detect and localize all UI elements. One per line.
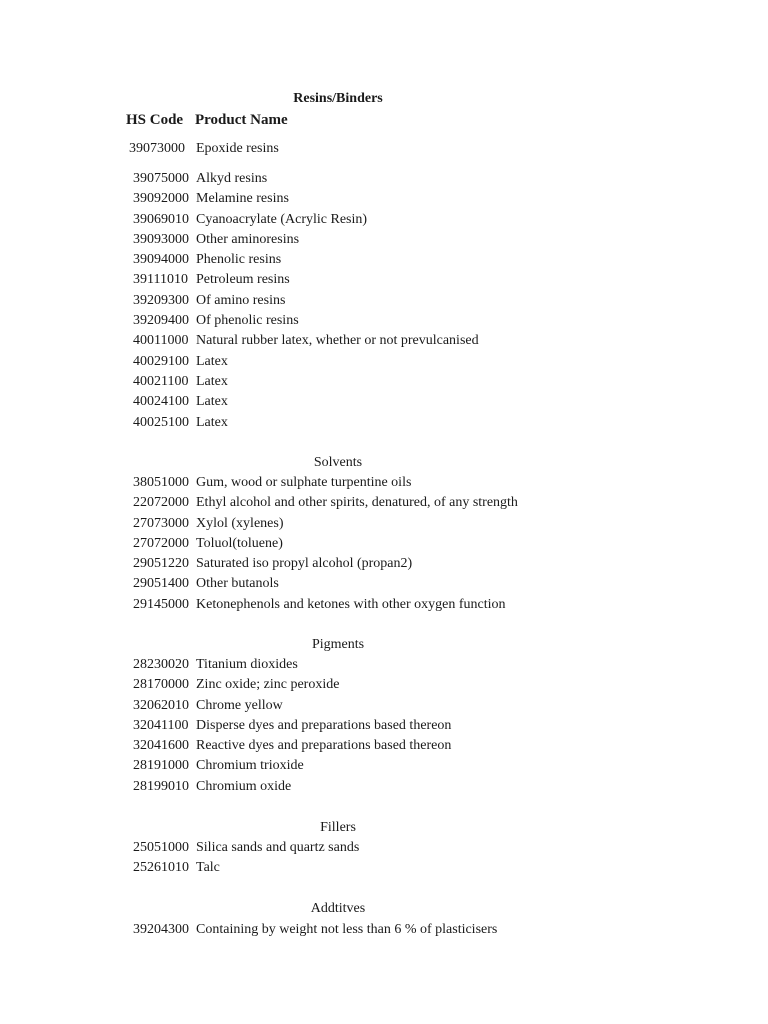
- hs-code: 32041600: [133, 738, 189, 754]
- product-name: Ketonephenols and ketones with other oxygen function: [196, 596, 506, 612]
- product-name: Latex: [196, 373, 228, 389]
- table-row: [133, 250, 693, 270]
- header-hs-code: HS Code: [126, 112, 184, 128]
- hs-code: 28230020: [133, 657, 189, 672]
- hs-code: 25261010: [133, 860, 189, 876]
- section-title-additives: Addtitves: [310, 901, 366, 916]
- hs-code: 29145000: [133, 596, 189, 612]
- hs-code: 25051000: [133, 840, 189, 855]
- table-row: [133, 392, 693, 412]
- table-row: [133, 595, 693, 615]
- table-row: [133, 372, 693, 392]
- product-name: Toluol(toluene): [196, 535, 283, 551]
- table-row: [133, 858, 693, 878]
- table-row: [133, 675, 693, 695]
- table-row: [133, 777, 693, 797]
- table-row: [133, 655, 693, 675]
- table-row: [133, 210, 693, 230]
- table-row: [133, 534, 693, 554]
- table-row: [133, 291, 693, 311]
- hs-code: 40011000: [133, 333, 189, 349]
- table-row: [133, 352, 693, 372]
- hs-code: 27072000: [133, 535, 189, 551]
- table-row: [133, 413, 693, 433]
- table-row: [133, 493, 693, 513]
- hs-code: 40025100: [133, 414, 189, 430]
- table-row: [133, 554, 693, 574]
- hs-code: 39209300: [133, 292, 189, 308]
- product-name: Other aminoresins: [196, 231, 300, 247]
- product-name: Latex: [196, 353, 228, 369]
- table-row: [133, 716, 693, 736]
- table-row: [133, 270, 693, 290]
- table-row: [133, 838, 693, 858]
- hs-code: 29051220: [133, 556, 189, 572]
- product-name: Alkyd resins: [196, 171, 268, 186]
- product-name: Xylol (xylenes): [196, 515, 284, 531]
- hs-code: 22072000: [133, 495, 189, 511]
- hs-code: 39075000: [133, 171, 189, 186]
- hs-code: 39093000: [133, 231, 189, 247]
- table-row: [133, 169, 693, 189]
- resins-list: [133, 169, 693, 433]
- product-name: Phenolic resins: [196, 252, 282, 268]
- table-row: [133, 189, 693, 209]
- product-name: Epoxide resins: [196, 141, 279, 156]
- header-product-name: Product Name: [195, 112, 288, 128]
- hs-code: 38051000: [133, 475, 189, 490]
- section-title-fillers: Fillers: [320, 820, 356, 835]
- product-name: Silica sands and quartz sands: [196, 840, 360, 855]
- product-name: Containing by weight not less than 6 % of plasticisers: [196, 922, 498, 937]
- product-name: Of amino resins: [196, 292, 286, 308]
- hs-code: 27073000: [133, 515, 189, 531]
- product-name: Ethyl alcohol and other spirits, denatured, of any strength: [196, 495, 518, 511]
- table-row: [133, 736, 693, 756]
- hs-code: 39094000: [133, 252, 189, 268]
- section-title-pigments: Pigments: [311, 637, 365, 652]
- product-name: Chrome yellow: [196, 697, 283, 713]
- product-name: Saturated iso propyl alcohol (propan2): [196, 556, 413, 572]
- hs-code: 39073000: [129, 141, 185, 156]
- hs-code: 39204300: [133, 922, 189, 937]
- product-name: Zinc oxide; zinc peroxide: [196, 677, 340, 693]
- table-row: [133, 514, 693, 534]
- table-row: [133, 574, 693, 594]
- hs-code: 40029100: [133, 353, 189, 369]
- product-name: Titanium dioxides: [196, 657, 298, 672]
- page-title: Resins/Binders: [293, 91, 383, 106]
- hs-code: 39111010: [133, 272, 188, 288]
- product-name: Melamine resins: [196, 191, 289, 207]
- hs-code: 40024100: [133, 394, 189, 410]
- product-name: Cyanoacrylate (Acrylic Resin): [196, 211, 368, 227]
- product-name: Latex: [196, 414, 228, 430]
- product-name: Chromium oxide: [196, 778, 292, 794]
- section-title-solvents: Solvents: [313, 455, 363, 470]
- product-name: Talc: [196, 860, 220, 876]
- hs-code: 32041100: [133, 717, 189, 733]
- product-name: Disperse dyes and preparations based thereon: [196, 717, 452, 733]
- product-name: Other butanols: [196, 576, 279, 592]
- table-row: [133, 473, 693, 493]
- table-header: [126, 111, 288, 129]
- product-name: Of phenolic resins: [196, 313, 299, 329]
- hs-code: 28170000: [133, 677, 189, 693]
- additives-list: [133, 920, 693, 940]
- product-name: Reactive dyes and preparations based thereon: [196, 738, 452, 754]
- table-row: [133, 920, 693, 940]
- product-name: Chromium trioxide: [196, 758, 304, 774]
- hs-code: 39209400: [133, 313, 189, 329]
- product-name: Petroleum resins: [196, 272, 290, 288]
- hs-code: 29051400: [133, 576, 189, 592]
- table-row: [129, 140, 279, 158]
- table-row: [133, 311, 693, 331]
- hs-code: 32062010: [133, 697, 189, 713]
- hs-code: 40021100: [133, 373, 189, 389]
- table-row: [133, 696, 693, 716]
- hs-code: 28199010: [133, 778, 189, 794]
- product-name: Gum, wood or sulphate turpentine oils: [196, 475, 412, 490]
- fillers-list: [133, 838, 693, 879]
- pigments-list: [133, 655, 693, 797]
- hs-code: 39092000: [133, 191, 189, 207]
- hs-code: 28191000: [133, 758, 189, 774]
- table-row: [133, 331, 693, 351]
- product-name: Latex: [196, 394, 228, 410]
- table-row: [133, 230, 693, 250]
- hs-code: 39069010: [133, 211, 189, 227]
- table-row: [133, 756, 693, 776]
- solvents-list: [133, 473, 693, 615]
- product-name: Natural rubber latex, whether or not prevulcanised: [196, 333, 479, 349]
